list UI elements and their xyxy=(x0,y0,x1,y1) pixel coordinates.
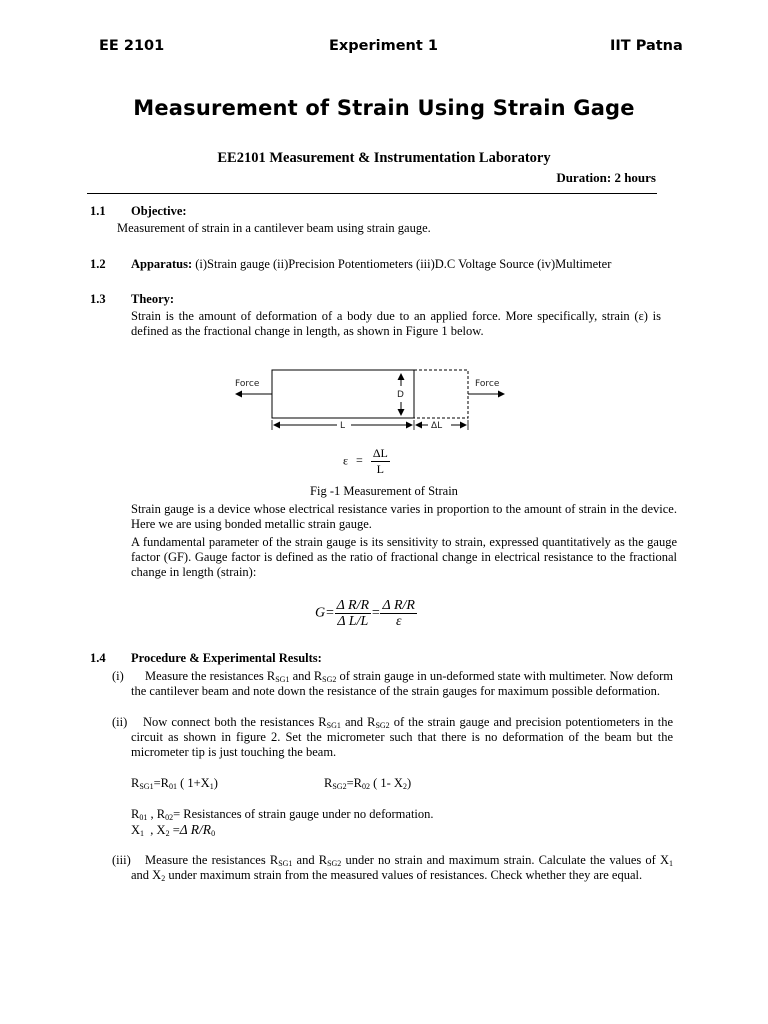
gf-denominator-2: ε xyxy=(395,614,402,629)
length-label: L xyxy=(340,421,346,431)
section-number-objective: 1.1 xyxy=(90,204,106,218)
strain-fraction xyxy=(371,446,390,477)
force-right-label: Force xyxy=(475,379,500,389)
formula-rsg2: $R_{SG2}=R_{02}$ ( 1- $X_2$) xyxy=(324,776,412,791)
gauge-factor-equation xyxy=(315,598,417,629)
header-institute: IIT Patna xyxy=(610,38,683,54)
objective-text: Measurement of strain in a cantilever beam using strain gauge. xyxy=(117,221,431,235)
section-heading-objective: Objective: xyxy=(131,204,187,218)
procedure-marker-1: (i) xyxy=(112,669,124,683)
section-heading-apparatus: Apparatus: xyxy=(131,257,193,271)
section-number-theory: 1.3 xyxy=(90,292,106,306)
elongation-rectangle xyxy=(414,370,468,418)
procedure-item-3: Measure the resistances $R_{SG1}$ and $R_{SG2}$ under no strain and maximum strain. Calculate the values of $X_1$ and $X_2$ under maximum strain from the measured values of resistances. Check whether they are equal. xyxy=(131,853,673,883)
figure-caption: Fig -1 Measurement of Strain xyxy=(310,484,458,498)
apparatus-line xyxy=(131,257,611,272)
header-divider xyxy=(87,193,657,194)
theory-paragraph-2: Strain gauge is a device whose electrical resistance varies in proportion to the amount of strain in the device. Here we are using bonded metallic strain gauge. xyxy=(131,502,677,531)
strain-symbol: ε xyxy=(343,453,349,468)
section-heading-theory: Theory: xyxy=(131,292,175,306)
formula-rsg1: $R_{SG1}=R_{01}$ ( $1+X_1$) xyxy=(131,776,218,791)
procedure-marker-3: (iii) xyxy=(112,853,131,867)
theory-paragraph-1: Strain is the amount of deformation of a body due to an applied force. More specifically, strain (ε) is defined as the fractional change in length, as shown in Figure 1 below. xyxy=(131,309,661,338)
delta-length-label: ΔL xyxy=(431,421,443,431)
gf-equals: = xyxy=(371,605,381,621)
section-heading-procedure: Procedure & Experimental Results: xyxy=(131,651,322,665)
gf-fraction-2 xyxy=(380,598,416,629)
strain-figure xyxy=(225,362,515,437)
gf-denominator-1: Δ L/L xyxy=(337,614,369,629)
gf-numerator-2: Δ R/R xyxy=(382,598,415,613)
header-experiment: Experiment 1 xyxy=(329,38,438,54)
gf-fraction-1 xyxy=(335,598,371,629)
force-left-label: Force xyxy=(235,379,260,389)
procedure-item-2: Now connect both the resistances $R_{SG1}$ and $R_{SG2}$ of the strain gauge and precision potentiometers in the circuit as shown in figure 2. Set the micrometer such that there is no deformation of the beam but the micrometer tip is just touching the beam. xyxy=(131,715,673,759)
strain-equals: = xyxy=(356,453,363,468)
section-number-procedure: 1.4 xyxy=(90,651,106,665)
height-label: D xyxy=(397,390,404,400)
procedure-item-1: Measure the resistances $R_{SG1}$ and $R_{SG2}$ of strain gauge in un-deformed state with multimeter. Now deform the cantilever beam and note down the resistance of the strain gauges for maximum possible deformation. xyxy=(131,669,673,698)
apparatus-text: (i)Strain gauge (ii)Precision Potentiometers (iii)D.C Voltage Source (iv)Multimeter xyxy=(195,257,612,271)
duration-label: Duration: 2 hours xyxy=(556,170,656,185)
gf-lhs: G= xyxy=(315,605,335,621)
theory-paragraph-3: A fundamental parameter of the strain gauge is its sensitivity to strain, expressed quantitatively as the gauge factor (GF). Gauge factor is defined as the ratio of fractional change in electrical resistance to the fractional change in length (strain): xyxy=(131,535,677,579)
strain-numerator: ΔL xyxy=(372,446,388,460)
beam-rectangle xyxy=(272,370,414,418)
definition-x: $X_1$ , $X_2 =\Delta$ $R/R_0$ xyxy=(131,822,216,838)
definition-r0: $R_{01}$ , $R_{02}=$ Resistances of strain gauge under no deformation. xyxy=(131,807,434,822)
procedure-marker-2: (ii) xyxy=(112,715,128,729)
page-title: Measurement of Strain Using Strain Gage xyxy=(133,96,635,120)
page-subtitle: EE2101 Measurement & Instrumentation Laboratory xyxy=(217,150,551,166)
header-course-code: EE 2101 xyxy=(99,38,165,54)
gf-numerator-1: Δ R/R xyxy=(336,598,370,613)
strain-equation xyxy=(343,446,390,477)
strain-denominator: L xyxy=(376,462,385,476)
section-number-apparatus: 1.2 xyxy=(90,257,106,271)
